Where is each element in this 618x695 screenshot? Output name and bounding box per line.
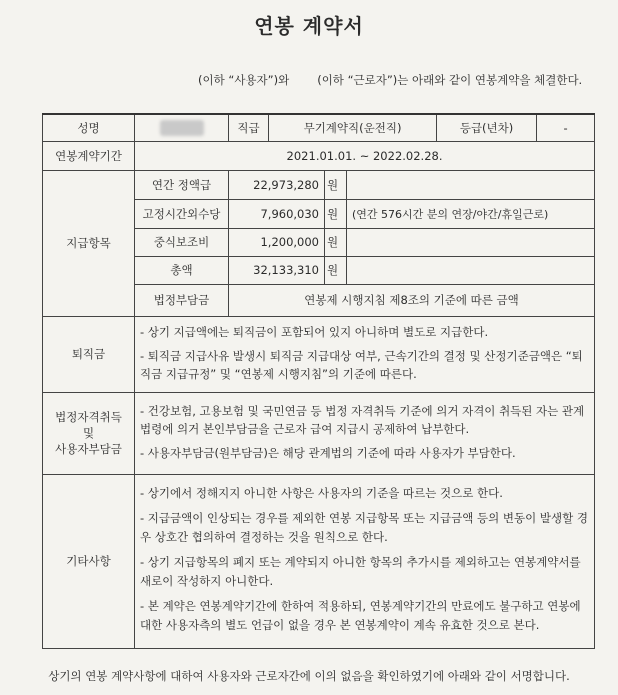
pay-row-unit: 원 bbox=[325, 256, 347, 284]
etc-item: - 상기 지급항목의 폐지 또는 계약되지 아니한 항목의 추가시를 제외하고는 연봉계약서를 새로이 작성하지 아니한다. bbox=[140, 555, 581, 588]
label-contract-period: 연봉계약기간 bbox=[43, 141, 135, 170]
label-position: 직급 bbox=[229, 114, 269, 141]
pay-row-amount: 7,960,030 bbox=[229, 199, 325, 228]
label-name: 성명 bbox=[43, 114, 135, 141]
pay-row-label: 고정시간외수당 bbox=[135, 199, 229, 228]
pay-row-unit: 원 bbox=[325, 170, 347, 199]
grade-value: - bbox=[537, 114, 595, 141]
row-name bbox=[43, 114, 595, 141]
pay-row-label: 총액 bbox=[135, 256, 229, 284]
pay-row-label: 연간 정액급 bbox=[135, 170, 229, 199]
severance-item: - 퇴직금 지급사유 발생시 퇴직금 지급대상 여부, 근속기간의 결정 및 산정기준금액은 “퇴직금 지급규정” 및 “연봉제 시행지침”의 기준에 따른다. bbox=[140, 348, 583, 381]
footer-statement: 상기의 연봉 계약사항에 대하여 사용자와 근로자간에 이의 없음을 확인하였기에 아래와 같이 서명합니다. bbox=[48, 669, 570, 683]
etc-item: - 상기에서 정해지지 아니한 사항은 사용자의 기준을 따르는 것으로 한다. bbox=[140, 486, 503, 500]
document-title: 연봉 계약서 bbox=[254, 14, 364, 38]
row-severance bbox=[43, 316, 595, 392]
etc-item: - 지급금액이 인상되는 경우를 제외한 연봉 지급항목 또는 지급금액 등의 변동이 발생할 경우 상호간 협의하여 결정하는 것을 원칙으로 한다. bbox=[140, 511, 588, 544]
insurance-item: - 사용자부담금(원부담금)은 해당 관계법의 기준에 따라 사용자가 부담한다. bbox=[140, 445, 516, 460]
pay-row-unit: 원 bbox=[325, 228, 347, 256]
position-value: 무기계약직(운전직) bbox=[269, 114, 437, 141]
insurance-content bbox=[135, 392, 595, 474]
etc-item: - 본 계약은 연봉계약기간에 한하여 적용하되, 연봉계약기간의 만료에도 불구하고 연봉에 대한 사용자측의 별도 언급이 없을 경우 본 연봉계약이 계속 유효한 것으로 본다. bbox=[140, 599, 581, 632]
pay-row-1 bbox=[43, 170, 595, 199]
pay-row-note bbox=[347, 256, 595, 284]
intro-part2: (이하 “근로자”)는 아래와 같이 연봉계약을 체결한다. bbox=[317, 73, 583, 87]
redacted-name-blur bbox=[160, 120, 204, 136]
intro-sentence bbox=[198, 72, 582, 88]
pay-row-unit: 원 bbox=[325, 199, 347, 228]
pay-row-note bbox=[347, 170, 595, 199]
label-pay-items: 지급항목 bbox=[43, 170, 135, 316]
legal-burden-value: 연봉제 시행지침 제8조의 기준에 따른 금액 bbox=[229, 284, 595, 316]
severance-content bbox=[135, 316, 595, 392]
pay-row-amount: 1,200,000 bbox=[229, 228, 325, 256]
severance-item: - 상기 지급액에는 퇴직금이 포함되어 있지 아니하며 별도로 지급한다. bbox=[140, 324, 489, 339]
label-grade: 등급(년차) bbox=[437, 114, 537, 141]
label-severance: 퇴직금 bbox=[43, 316, 135, 392]
label-insurance: 법정자격취득 및 사용자부담금 bbox=[43, 392, 135, 474]
pay-row-amount: 32,133,310 bbox=[229, 256, 325, 284]
contract-table bbox=[42, 113, 595, 649]
intro-part1: (이하 “사용자”)와 bbox=[198, 73, 290, 87]
name-value-redacted bbox=[135, 114, 229, 141]
pay-row-note: (연간 576시간 분의 연장/야간/휴일근로) bbox=[347, 199, 595, 228]
pay-row-amount: 22,973,280 bbox=[229, 170, 325, 199]
pay-row-note bbox=[347, 228, 595, 256]
row-contract-period bbox=[43, 141, 595, 170]
insurance-item: - 건강보험, 고용보험 및 국민연금 등 법정 자격취득 기준에 의거 자격이 취득된 자는 관계법령에 의거 본인부담금을 근로자 급여 지급시 공제하여 납부한다. bbox=[140, 403, 585, 436]
label-etc: 기타사항 bbox=[43, 474, 135, 648]
pay-row-label: 중식보조비 bbox=[135, 228, 229, 256]
row-insurance bbox=[43, 392, 595, 474]
row-etc bbox=[43, 474, 595, 648]
label-legal-burden: 법정부담금 bbox=[135, 284, 229, 316]
etc-content bbox=[135, 474, 595, 648]
contract-period-value: 2021.01.01. ~ 2022.02.28. bbox=[135, 141, 595, 170]
